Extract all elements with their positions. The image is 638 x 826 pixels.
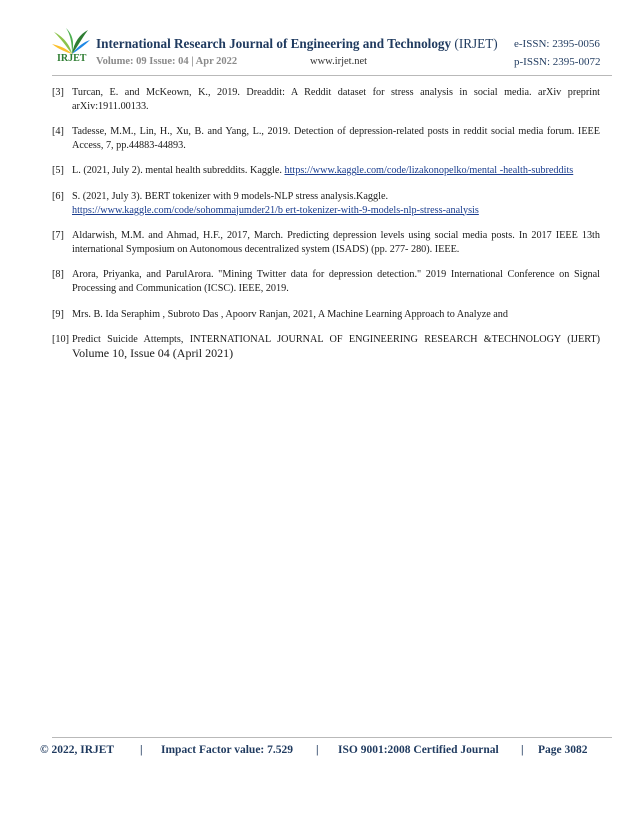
reference-number: [3] bbox=[52, 87, 64, 98]
footer-separator: | bbox=[316, 744, 319, 756]
footer-copyright: © 2022, IRJET bbox=[40, 744, 115, 756]
reference-text: L. (2021, July 2). mental health subreddits. Kaggle. bbox=[72, 165, 282, 177]
reference-item bbox=[52, 125, 600, 152]
reference-link[interactable]: https://www.kaggle.com/code/lizakonopelko/mental -health-subreddits bbox=[284, 165, 574, 177]
reference-text: S. (2021, July 3). BERT tokenizer with 9 models-NLP stress analysis.Kaggle. bbox=[72, 190, 389, 202]
reference-number: [7] bbox=[52, 230, 64, 242]
reference-text: Mrs. B. Ida Seraphim , Subroto Das , Apoorv Ranjan, 2021, A Machine Learning Approach to Analyze and bbox=[72, 308, 508, 320]
reference-number: [4] bbox=[52, 126, 64, 138]
website-link[interactable]: www.irjet.net bbox=[310, 56, 368, 67]
reference-item bbox=[52, 229, 600, 256]
volume-issue: Volume: 09 Issue: 04 | Apr 2022 bbox=[96, 56, 238, 67]
reference-volume: Volume 10, Issue 04 (April 2021) bbox=[72, 345, 234, 360]
reference-item bbox=[52, 268, 600, 295]
reference-item bbox=[52, 164, 600, 178]
journal-abbr: (IRJET) bbox=[454, 36, 498, 51]
reference-text: Tadesse, M.M., Lin, H., Xu, B. and Yang, L., 2019. Detection of depression-related posts in reddit social media forum. IEEE Access, 7, pp.44883-44893. bbox=[72, 126, 600, 151]
footer-separator: | bbox=[521, 744, 524, 756]
footer-iso: ISO 9001:2008 Certified Journal bbox=[338, 744, 499, 756]
e-issn: e-ISSN: 2395-0056 bbox=[514, 38, 600, 50]
reference-item bbox=[52, 333, 600, 361]
reference-number: [6] bbox=[52, 190, 64, 202]
header-divider bbox=[52, 75, 612, 76]
reference-item bbox=[52, 86, 600, 113]
journal-title-text: International Research Journal of Engineering and Technology bbox=[96, 36, 452, 51]
reference-list bbox=[52, 86, 600, 373]
footer-divider bbox=[52, 737, 612, 738]
footer-separator: | bbox=[140, 744, 143, 756]
reference-text: Aldarwish, M.M. and Ahmad, H.F., 2017, March. Predicting depression levels using social media posts. In 2017 IEEE 13th international Symposium on Autonomous decentralized system (ISADS) (pp. 277- 280). IEEE. bbox=[72, 230, 600, 255]
reference-link[interactable]: https://www.kaggle.com/code/sohommajumder21/b ert-tokenizer-with-9-models-nlp-stress-analysis bbox=[72, 204, 479, 216]
reference-text: Arora, Priyanka, and ParulArora. "Mining Twitter data for depression detection." 2019 International Conference on Signal Processing and Communication (ICSC). IEEE, 2019. bbox=[72, 269, 600, 294]
reference-number: [9] bbox=[52, 308, 64, 320]
reference-text: Predict Suicide Attempts, INTERNATIONAL JOURNAL OF ENGINEERING RESEARCH &TECHNOLOGY (IJERT) bbox=[72, 334, 600, 346]
page-header bbox=[0, 0, 638, 80]
logo-text: IRJET bbox=[57, 53, 87, 64]
reference-item bbox=[52, 190, 600, 217]
reference-number: [10] bbox=[52, 334, 69, 346]
p-issn: p-ISSN: 2395-0072 bbox=[514, 56, 601, 68]
footer-impact-factor: Impact Factor value: 7.529 bbox=[161, 744, 294, 756]
reference-number: [5] bbox=[52, 165, 64, 177]
reference-number: [8] bbox=[52, 269, 64, 281]
footer-page-number: Page 3082 bbox=[538, 744, 588, 756]
reference-item bbox=[52, 308, 600, 322]
leaf-icon bbox=[52, 26, 92, 56]
reference-text: Turcan, E. and McKeown, K., 2019. Dreaddit: A Reddit dataset for stress analysis in social media. arXiv preprint arXiv:1911.00133. bbox=[72, 87, 600, 112]
journal-title bbox=[96, 36, 498, 52]
